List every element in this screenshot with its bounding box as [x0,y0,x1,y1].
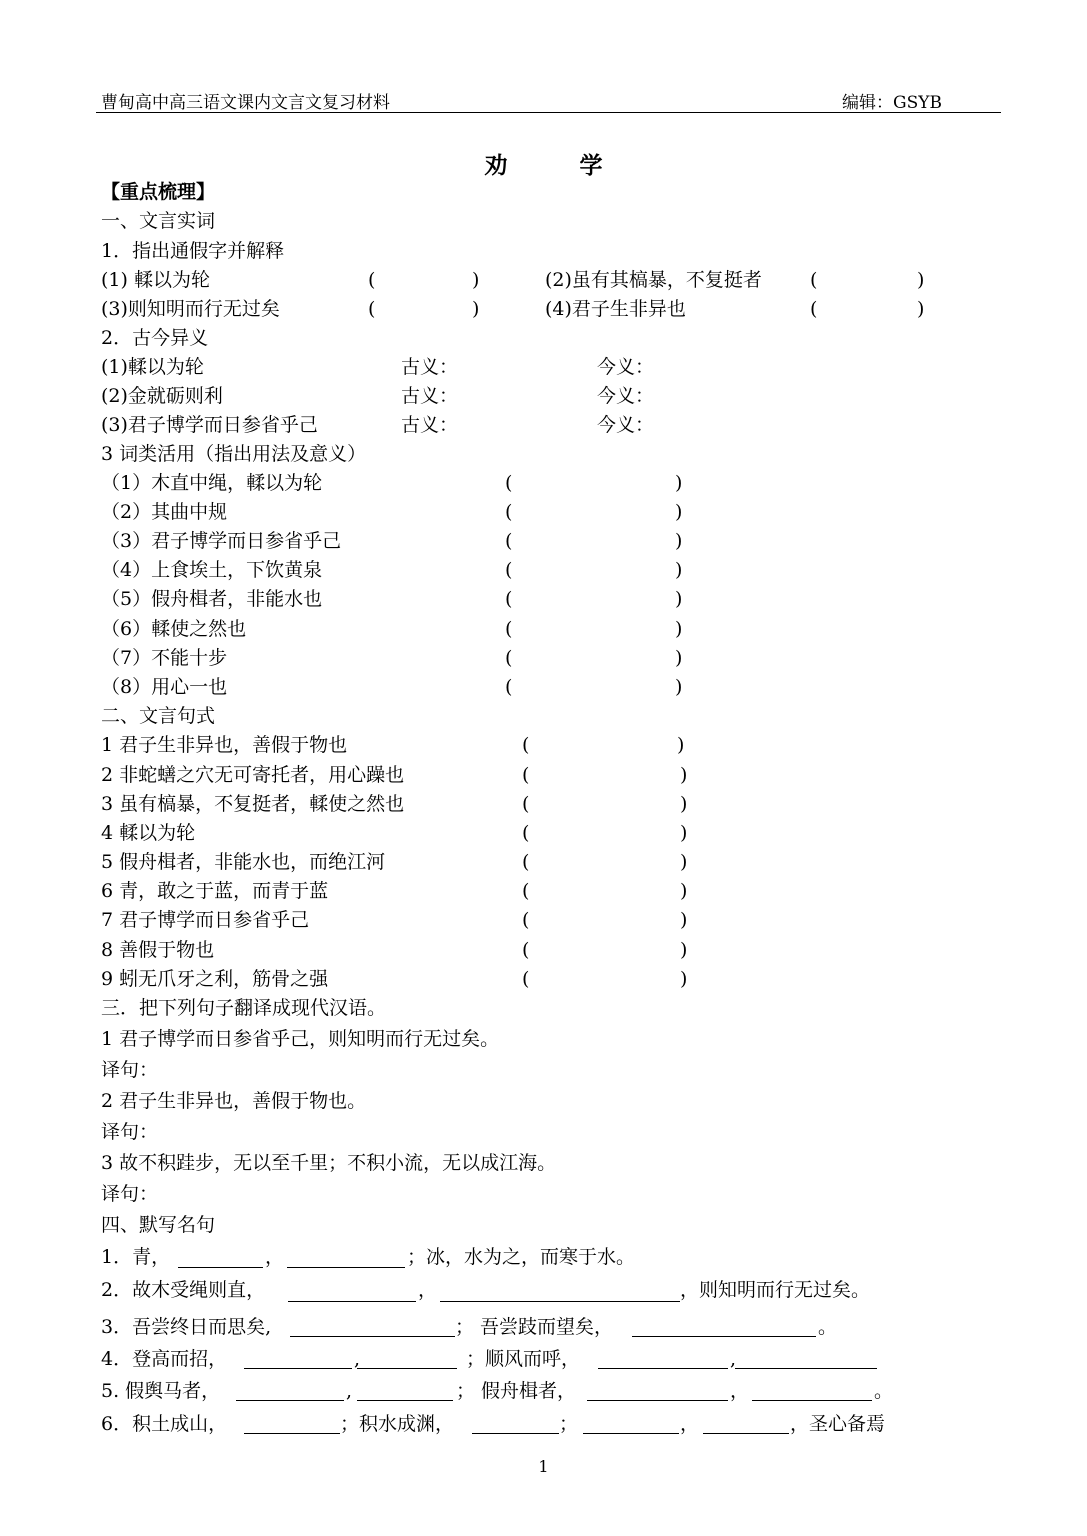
text-line: ( [522,851,530,873]
text-line: （5）假舟楫者，非能水也 [101,588,323,610]
answer-blank[interactable] [288,1301,416,1302]
text-line: 译句： [101,1121,159,1143]
text-line: 古义： [401,385,459,407]
text-line: ( [522,822,530,844]
text-line: (2)虽有其槁暴，不复挺者 [545,269,762,291]
text-line: 1．指出通假字并解释 [101,240,285,262]
text-line: ( [505,559,513,581]
text-line: ， [680,1413,700,1435]
text-line: 3 虽有槁暴，不复挺者，輮使之然也 [101,793,405,815]
text-line: ( [505,618,513,640]
answer-blank[interactable] [632,1336,816,1337]
text-line: ( [522,764,530,786]
text-line: ( [505,530,513,552]
text-line: （7）不能十步 [101,647,228,669]
text-line: 2．故木受绳则直， [101,1279,266,1301]
answer-blank[interactable] [357,1368,457,1369]
text-line: ) [675,501,683,523]
answer-blank[interactable] [440,1301,680,1302]
text-line: ( [505,676,513,698]
answer-blank[interactable] [703,1433,789,1434]
text-line: ， [265,1246,285,1268]
text-line: ) [675,472,683,494]
answer-blank[interactable] [290,1336,455,1337]
text-line: ) [675,559,683,581]
text-line: ) [675,618,683,640]
text-line: 2．古今异义 [101,327,209,349]
answer-blank[interactable] [244,1368,352,1369]
text-line: ( [505,472,513,494]
text-line: ， [730,1380,750,1402]
text-line: ( [522,793,530,815]
text-line: 6．积土成山， [101,1413,228,1435]
answer-blank[interactable] [587,1400,728,1401]
answer-blank[interactable] [472,1433,559,1434]
text-line: 四、默写名句 [101,1214,216,1236]
text-line: ) [917,298,925,320]
text-line: ( [368,269,376,291]
text-line: ( [522,968,530,990]
text-line: 3 故不积跬步，无以至千里；不积小流，无以成江海。 [101,1152,557,1174]
text-line: （1）木直中绳，輮以为轮 [101,472,323,494]
answer-blank[interactable] [178,1267,263,1268]
header-right: 编辑：GSYB [842,93,942,113]
text-line: ) [675,676,683,698]
text-line: （3）君子博学而日参省乎己 [101,530,342,552]
text-line: （2）其曲中规 [101,501,228,523]
text-line: 二、文言句式 [101,705,216,727]
text-line: ； [559,1413,579,1435]
text-line: ( [505,647,513,669]
answer-blank[interactable] [287,1267,405,1268]
text-line: ；冰，水为之，而寒于水。 [407,1246,636,1268]
text-line: 三．把下列句子翻译成现代汉语。 [101,997,387,1019]
page-number: 1 [538,1457,549,1476]
answer-blank[interactable] [244,1433,340,1434]
text-line: （4）上食埃土，下饮黄泉 [101,559,323,581]
text-line: ) [680,822,688,844]
text-line: ，则知明而行无过矣。 [680,1279,871,1301]
text-line: 8 善假于物也 [101,939,215,961]
text-line: 译句： [101,1059,159,1081]
text-line: (1)輮以为轮 [101,356,204,378]
text-line: 今义： [597,414,655,436]
text-line: （6）輮使之然也 [101,618,247,640]
text-line: 2 非蛇蟮之穴无可寄托者，用心躁也 [101,764,405,786]
text-line: ( [505,501,513,523]
text-line: 一、文言实词 [101,210,216,232]
text-line: 4 輮以为轮 [101,822,196,844]
text-line: , [730,1348,737,1370]
text-line: 7 君子博学而日参省乎己 [101,909,310,931]
text-line: 古义： [401,414,459,436]
answer-blank[interactable] [357,1400,453,1401]
text-line: (1) 輮以为轮 [101,269,210,291]
text-line: ；顺风而呼， [466,1348,581,1370]
text-line: , [354,1348,361,1370]
text-line: 1．青， [101,1246,171,1268]
text-line: ( [522,734,530,756]
text-line: (2)金就砺则利 [101,385,223,407]
text-line: ) [680,851,688,873]
text-line: 3 词类活用（指出用法及意义） [101,443,367,465]
text-line: 今义： [597,356,655,378]
text-line: （8）用心一也 [101,676,228,698]
text-line: ； 假舟楫者， [456,1380,577,1402]
text-line: ) [680,764,688,786]
text-line: ( [368,298,376,320]
text-line: ， [418,1279,438,1301]
answer-blank[interactable] [236,1400,344,1401]
text-line: 古义： [401,356,459,378]
text-line: 译句： [101,1183,159,1205]
answer-blank[interactable] [598,1368,728,1369]
text-line: 6 青，敢之于蓝，而青于蓝 [101,880,329,902]
text-line: , [346,1380,353,1402]
text-line: ( [522,909,530,931]
text-line: 4．登高而招， [101,1348,228,1370]
text-line: ，圣心备焉 [790,1413,886,1435]
text-line: ) [680,793,688,815]
answer-blank[interactable] [735,1368,877,1369]
text-line: 。 [874,1380,894,1402]
text-line: 5. 假舆马者， [101,1380,221,1402]
text-line: ( [522,939,530,961]
text-line: 5 假舟楫者，非能水也，而绝江河 [101,851,386,873]
text-line: (3)君子博学而日参省乎己 [101,414,318,436]
text-line: 【重点梳理】 [101,181,216,203]
text-line: ) [675,588,683,610]
text-line: ) [680,880,688,902]
text-line: 今义： [597,385,655,407]
text-line: ；积水成渊， [340,1413,455,1435]
text-line: ) [675,530,683,552]
text-line: ) [680,909,688,931]
text-line: ) [680,939,688,961]
text-line: (3)则知明而行无过矣 [101,298,280,320]
text-line: ( [522,880,530,902]
text-line: 。 [818,1316,838,1338]
text-line: 9 蚓无爪牙之利，筋骨之强 [101,968,329,990]
text-line: ) [472,298,480,320]
header-left: 曹甸高中高三语文课内文言文复习材料 [101,93,390,113]
text-line: ) [675,647,683,669]
text-line: 1 君子博学而日参省乎己，则知明而行无过矣。 [101,1028,500,1050]
text-line: 1 君子生非异也，善假于物也 [101,734,348,756]
page-title: 劝 学 [484,152,635,179]
text-line: ) [917,269,925,291]
text-line: ( [810,269,818,291]
text-line: ( [810,298,818,320]
text-line: ) [472,269,480,291]
text-line: ) [680,968,688,990]
text-line: ) [677,734,685,756]
text-line: (4)君子生非异也 [545,298,686,320]
answer-blank[interactable] [752,1400,872,1401]
text-line: ； 吾尝跂而望矣， [455,1316,614,1338]
text-line: 3．吾尝终日而思矣, [101,1316,272,1338]
text-line: ( [505,588,513,610]
answer-blank[interactable] [583,1433,679,1434]
header-rule [96,112,1001,113]
text-line: 2 君子生非异也，善假于物也。 [101,1090,367,1112]
